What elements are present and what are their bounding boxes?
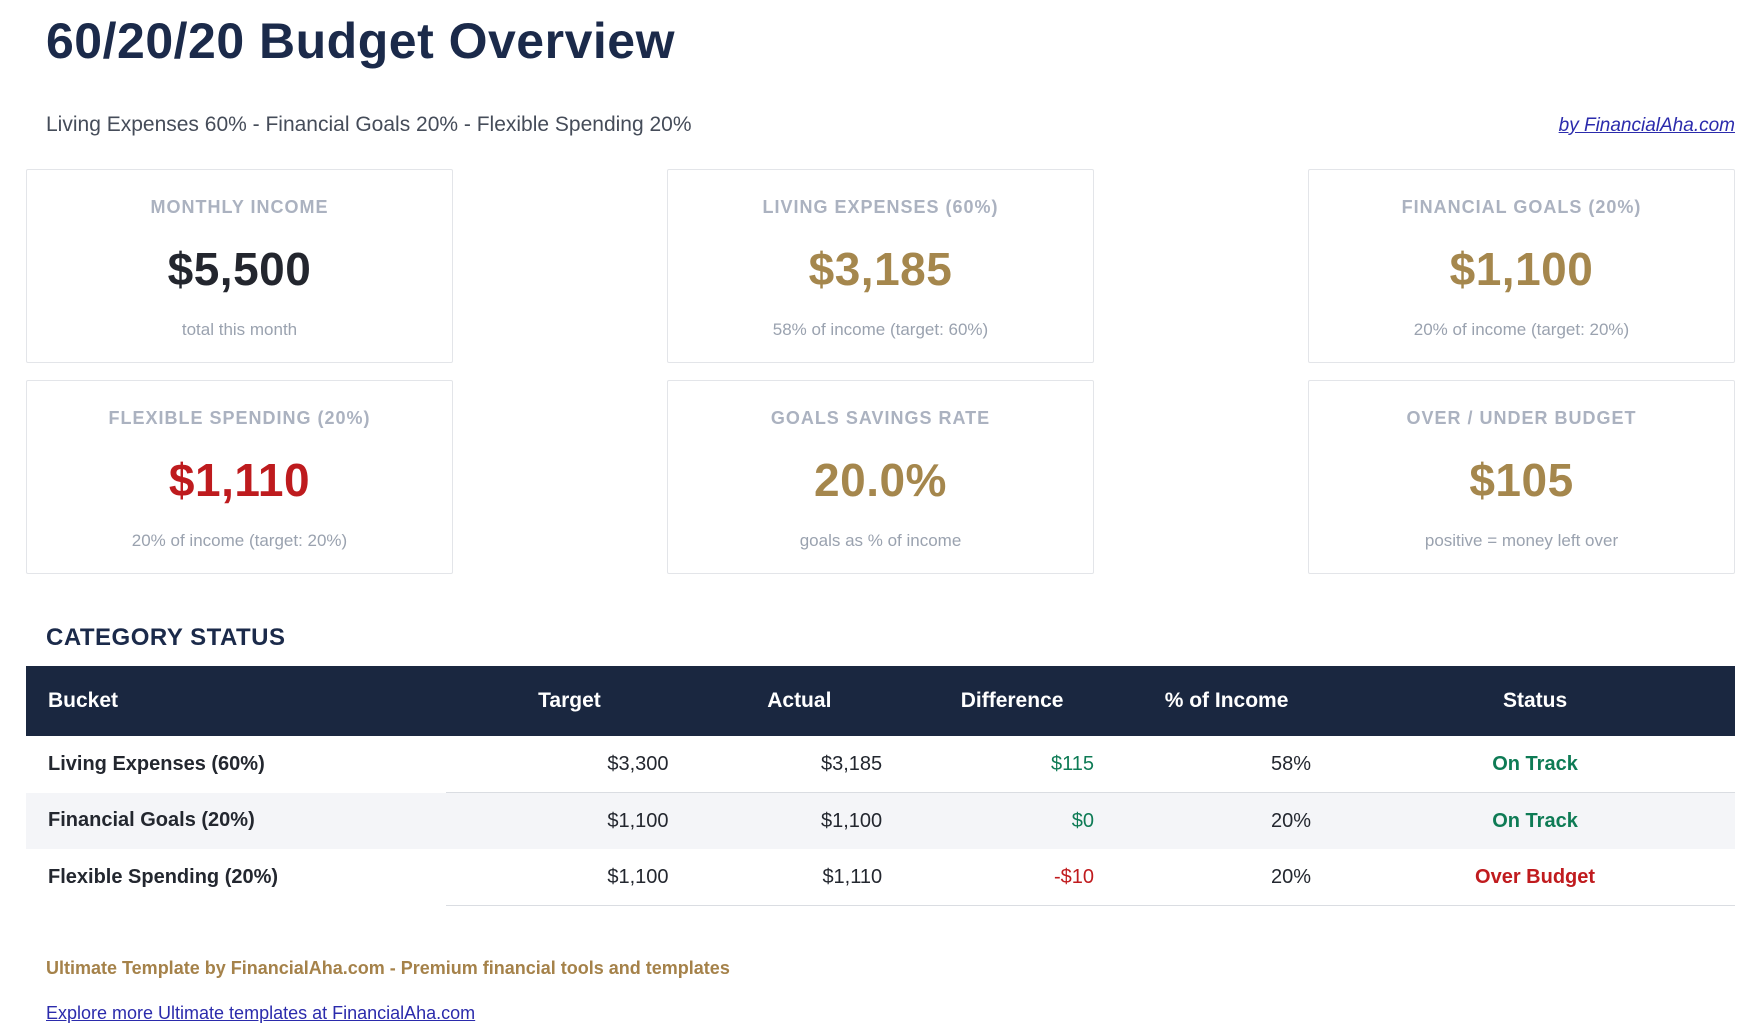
table-row-living-expenses xyxy=(26,736,1735,793)
card-label: OVER / UNDER BUDGET xyxy=(1406,408,1637,428)
card-caption: 20% of income (target: 20%) xyxy=(1413,320,1630,339)
card-label: FLEXIBLE SPENDING (20%) xyxy=(108,408,371,428)
card-financial-goals xyxy=(1308,169,1735,363)
card-monthly-income xyxy=(26,169,453,363)
card-label: MONTHLY INCOME xyxy=(150,197,329,217)
target-cell: $1,100 xyxy=(446,849,692,906)
difference-cell: $115 xyxy=(906,736,1118,793)
bucket-cell: Flexible Spending (20%) xyxy=(48,865,279,888)
card-living-expenses xyxy=(667,169,1094,363)
card-label: FINANCIAL GOALS (20%) xyxy=(1401,197,1642,217)
status-badge: On Track xyxy=(1335,736,1735,793)
footer-explore-link[interactable]: Explore more Ultimate templates at FinancialAha.com xyxy=(46,1003,476,1023)
status-badge: Over Budget xyxy=(1335,849,1735,906)
column-header-difference: Difference xyxy=(906,666,1118,736)
card-caption: 58% of income (target: 60%) xyxy=(772,320,989,339)
page-subtitle: Living Expenses 60% - Financial Goals 20% - Flexible Spending 20% xyxy=(46,113,692,136)
pct-of-income-cell: 20% xyxy=(1118,849,1335,906)
footer xyxy=(46,958,1735,1024)
target-cell: $1,100 xyxy=(446,793,692,850)
category-status-table xyxy=(26,666,1735,906)
card-label: GOALS SAVINGS RATE xyxy=(770,408,991,428)
column-header-pct-of-income: % of Income xyxy=(1118,666,1335,736)
card-label: LIVING EXPENSES (60%) xyxy=(762,197,999,217)
pct-of-income-cell: 20% xyxy=(1118,793,1335,850)
actual-cell: $3,185 xyxy=(693,736,907,793)
table-row-financial-goals xyxy=(26,793,1735,850)
column-header-actual: Actual xyxy=(693,666,907,736)
bucket-cell: Financial Goals (20%) xyxy=(26,793,446,850)
footer-credit: Ultimate Template by FinancialAha.com - Premium financial tools and templates xyxy=(46,958,730,978)
column-header-target: Target xyxy=(446,666,692,736)
card-value: $1,110 xyxy=(168,454,311,506)
status-badge: On Track xyxy=(1335,793,1735,850)
card-value: $1,100 xyxy=(1449,243,1594,295)
category-status-heading: CATEGORY STATUS xyxy=(46,624,286,651)
actual-cell: $1,110 xyxy=(693,849,907,906)
card-goals-savings-rate xyxy=(667,380,1094,574)
byline-link[interactable]: by FinancialAha.com xyxy=(1558,115,1735,136)
card-caption: goals as % of income xyxy=(799,531,962,550)
target-cell: $3,300 xyxy=(446,736,692,793)
page-title: 60/20/20 Budget Overview xyxy=(46,13,675,69)
card-flexible-spending xyxy=(26,380,453,574)
subtitle-row xyxy=(46,113,1735,137)
card-caption: 20% of income (target: 20%) xyxy=(131,531,348,550)
card-value: 20.0% xyxy=(814,454,947,506)
bucket-cell: Living Expenses (60%) xyxy=(48,752,265,775)
card-value: $105 xyxy=(1469,454,1574,506)
column-header-bucket: Bucket xyxy=(26,666,446,736)
card-over-under-budget xyxy=(1308,380,1735,574)
table-header-row xyxy=(26,666,1735,736)
table-row-flexible-spending xyxy=(26,849,1735,906)
column-header-status: Status xyxy=(1335,666,1735,736)
actual-cell: $1,100 xyxy=(693,793,907,850)
pct-of-income-cell: 58% xyxy=(1118,736,1335,793)
card-value: $5,500 xyxy=(167,243,312,295)
summary-cards xyxy=(26,169,1735,574)
card-caption: total this month xyxy=(181,320,298,339)
card-value: $3,185 xyxy=(808,243,953,295)
difference-cell: $0 xyxy=(906,793,1118,850)
card-caption: positive = money left over xyxy=(1424,531,1619,550)
difference-cell: -$10 xyxy=(906,849,1118,906)
